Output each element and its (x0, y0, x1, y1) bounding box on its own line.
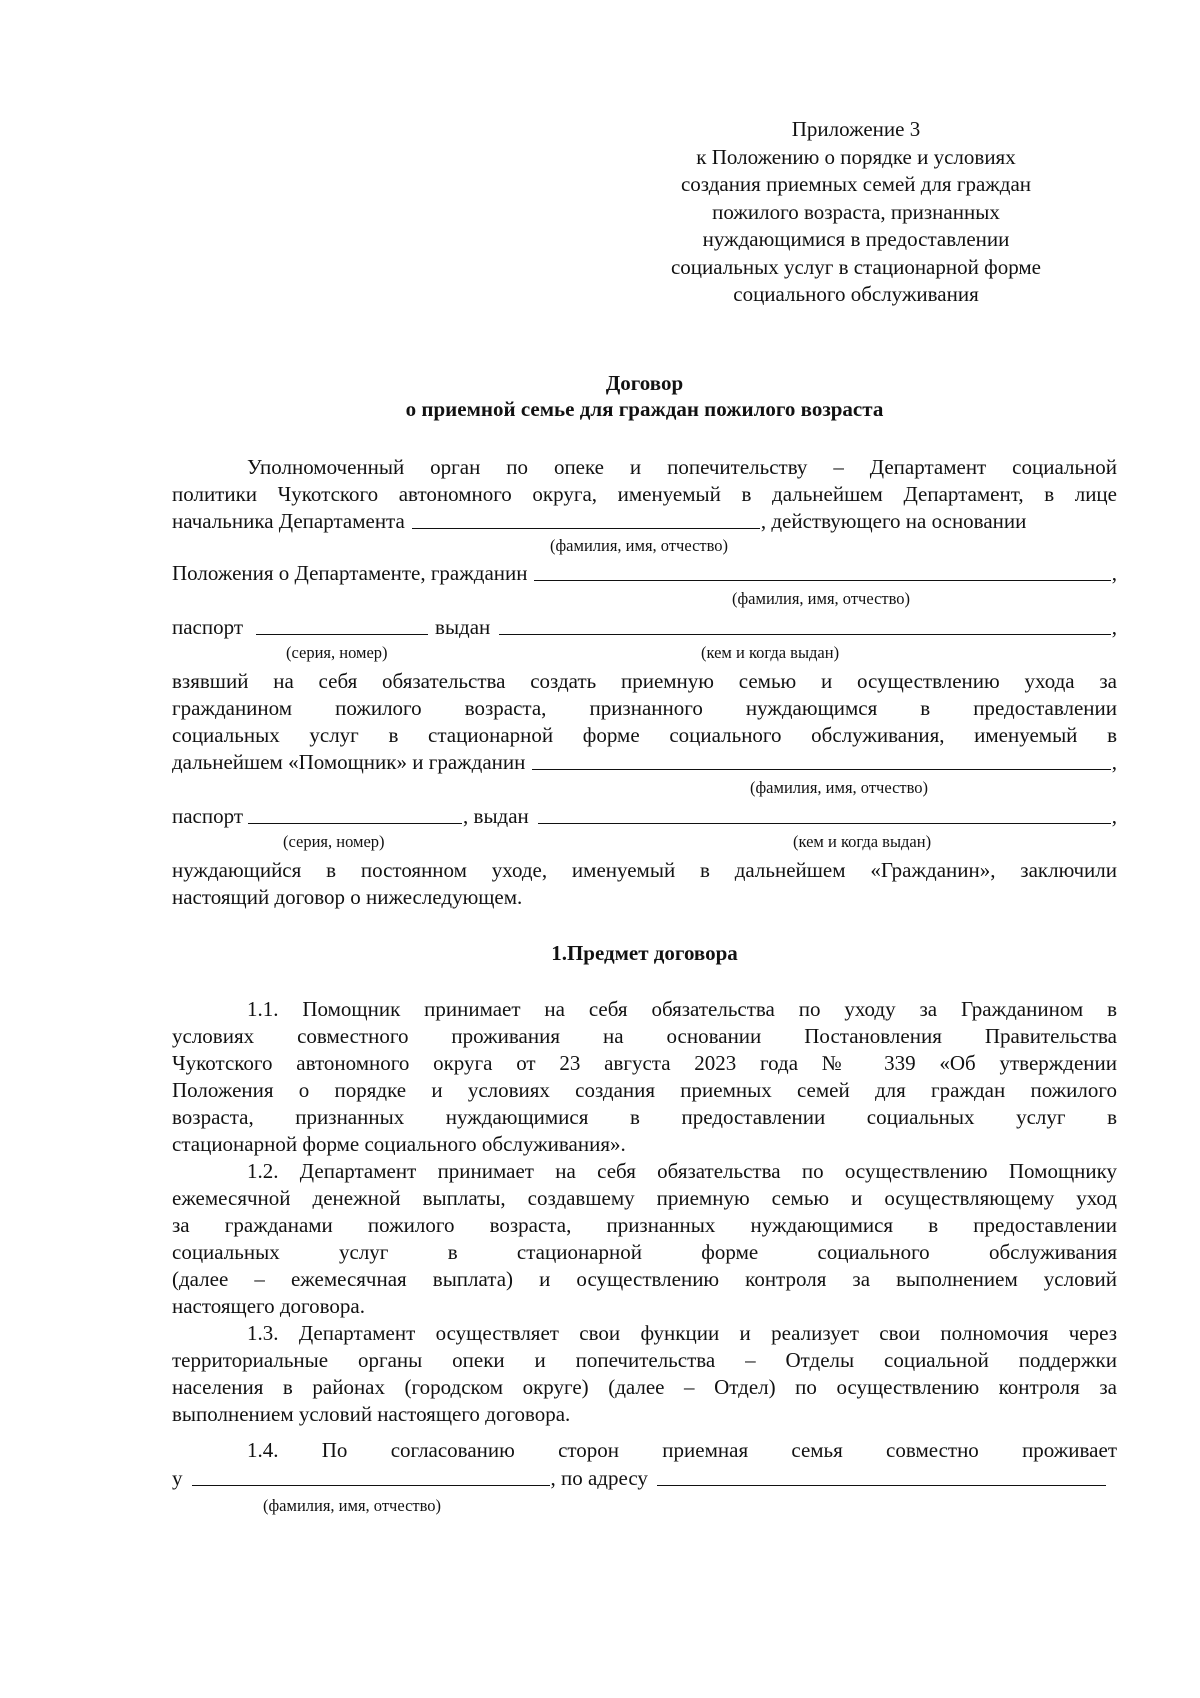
intro-text: , (1111, 750, 1117, 774)
clause-line: за гражданами пожилого возраста, признанных нуждающимися в предоставлении (172, 1213, 1117, 1237)
appendix-line: Приложение 3 (791, 117, 921, 141)
issued-label: , выдан (463, 804, 529, 828)
comma: , (1111, 615, 1117, 639)
intro-line-blank (172, 560, 1117, 586)
caption-fio: (фамилия, имя, отчество) (732, 589, 911, 608)
fio-blank[interactable] (192, 1467, 550, 1486)
clause-text: , по адресу (550, 1466, 648, 1490)
citizen-name-blank[interactable] (534, 562, 1110, 581)
clause-line: Положения о порядке и условиях создания приемных семей для граждан пожилого (172, 1078, 1117, 1102)
clause-line: 1.4. По согласованию сторон приемная семья совместно проживает (247, 1438, 1117, 1462)
fio-blank[interactable] (412, 510, 760, 529)
clause-line: настоящего договора. (172, 1294, 365, 1318)
intro-line: взявший на себя обязательства создать приемную семью и осуществлению ухода за (172, 669, 1117, 693)
clause-line: 1.2. Департамент принимает на себя обязательства по осуществлению Помощнику (247, 1159, 1117, 1183)
passport-issued-blank[interactable] (499, 616, 1110, 635)
appendix-line: социальных услуг в стационарной форме (670, 254, 1042, 279)
appendix-line: пожилого возраста, признанных (712, 199, 1000, 224)
issued-label: выдан (435, 615, 491, 639)
intro-text: Положения о Департаменте, гражданин (172, 561, 528, 585)
caption-series: (серия, номер) (283, 832, 385, 851)
appendix-header (640, 116, 1072, 309)
intro-line: нуждающийся в постоянном уходе, именуемый в дальнейшем «Гражданин», заключили (172, 858, 1117, 882)
citizen2-name-blank[interactable] (532, 751, 1110, 770)
appendix-line: социального обслуживания (733, 282, 979, 306)
intro-text: , действующего на основании (760, 509, 1027, 533)
caption-series: (серия, номер) (286, 643, 388, 662)
comma: , (1111, 804, 1117, 828)
intro-line: настоящий договор о нижеследующем. (172, 885, 523, 909)
intro-line-blank (172, 508, 1117, 534)
clause-line: 1.1. Помощник принимает на себя обязательства по уходу за Гражданином в (247, 997, 1117, 1021)
caption-issued: (кем и когда выдан) (701, 643, 840, 662)
clause-line: (далее – ежемесячная выплата) и осуществлению контроля за выполнением условий (172, 1267, 1117, 1291)
clause-line: 1.3. Департамент осуществляет свои функции и реализует свои полномочия через (247, 1321, 1117, 1345)
title-subtitle: о приемной семье для граждан пожилого возраста (405, 397, 884, 421)
passport-label: паспорт (172, 615, 244, 639)
caption-fio: (фамилия, имя, отчество) (550, 536, 729, 555)
intro-line: гражданином пожилого возраста, признанного нуждающимся в предоставлении (172, 696, 1117, 720)
caption-fio: (фамилия, имя, отчество) (263, 1496, 442, 1515)
appendix-line: нуждающимися в предоставлении (702, 227, 1010, 251)
address-blank[interactable] (657, 1467, 1106, 1486)
intro-line: Уполномоченный орган по опеке и попечительству – Департамент социальной (247, 455, 1117, 479)
section-heading: 1.Предмет договора (551, 941, 738, 965)
intro-text: , (1111, 561, 1117, 585)
intro-text: дальнейшем «Помощник» и гражданин (172, 750, 526, 774)
clause-line: условиях совместного проживания на основании Постановления Правительства (172, 1024, 1117, 1048)
intro-line-blank (172, 749, 1117, 775)
clause-line: возраста, признанных нуждающимися в предоставлении социальных услуг в (172, 1105, 1117, 1129)
caption-fio: (фамилия, имя, отчество) (750, 778, 929, 797)
clause-line: территориальные органы опеки и попечительства – Отделы социальной поддержки (172, 1348, 1117, 1372)
title-line: Договор (605, 371, 684, 395)
clause-line: стационарной форме социального обслуживания». (172, 1132, 626, 1156)
clause-line: социальных услуг в стационарной форме социального обслуживания (172, 1240, 1117, 1264)
passport-series-blank[interactable] (256, 616, 428, 635)
caption-issued: (кем и когда выдан) (793, 832, 932, 851)
intro-line: социальных услуг в стационарной форме социального обслуживания, именуемый в (172, 723, 1117, 747)
intro-text: начальника Департамента (172, 509, 405, 533)
clause-text: у (172, 1466, 183, 1490)
clause-line: населения в районах (городском округе) (далее – Отдел) по осуществлению контроля за (172, 1375, 1117, 1399)
clause-line: выполнением условий настоящего договора. (172, 1402, 571, 1426)
passport-label: паспорт (172, 804, 244, 828)
passport-series-blank[interactable] (248, 805, 462, 824)
appendix-line: к Положению о порядке и условиях (696, 144, 1016, 169)
clause-line-blank (172, 1465, 1107, 1491)
document-title (172, 370, 1117, 422)
clause-line: Чукотского автономного округа от 23 августа 2023 года № 339 «Об утверждении (172, 1051, 1117, 1075)
passport-issued-blank[interactable] (538, 805, 1111, 824)
intro-line: политики Чукотского автономного округа, именуемый в дальнейшем Департамент, в лице (172, 482, 1117, 506)
passport-line (172, 614, 1117, 640)
clause-line: ежемесячной денежной выплаты, создавшему приемную семью и осуществляющему уход (172, 1186, 1117, 1210)
passport-line (172, 803, 1117, 829)
appendix-line: создания приемных семей для граждан (680, 172, 1032, 196)
